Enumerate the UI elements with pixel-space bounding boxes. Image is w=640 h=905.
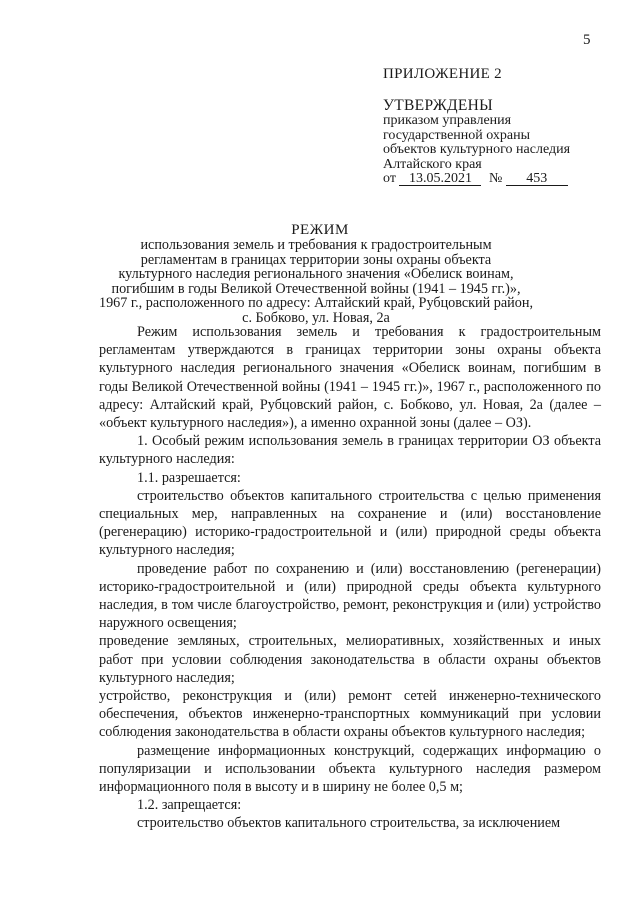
from-label: от [383,171,396,186]
list-item: строительство объектов капитального строительства, за исключением [137,815,561,832]
subsection-heading: 1.2. запрещается: [137,797,242,814]
list-item: проведение земляных, строительных, мелиоративных, хозяйственных и иных работ при условии соблюдения законодательства в области охраны объектов культурного наследия; [99,633,601,686]
intro-paragraph: Режим использования земель и требования к градостроительным регламентам утверждаются в границах территории зоны охраны объекта культурного наследия регионального значения «Обелиск воинам, погибшим в годы Великой Отечественной войны (1941 – 1945 гг.)», 1967 г., расположенного по адресу: Алтайский край, Рубцовский район, с. Бобково, ул. Новая, 2а (далее – «объект культурного наследия»), а именно охранной зоны (далее – ОЗ). [99,324,601,432]
section-heading: 1. Особый режим использования земель в границах территории ОЗ объекта культурного наследия: [99,433,601,468]
subtitle-line: регламентам в границах территории зоны охраны объекта [140,251,492,268]
subtitle-line: 1967 г., расположенного по адресу: Алтайский край, Рубцовский район, [98,295,534,312]
subsection-heading: 1.1. разрешается: [137,469,241,486]
subtitle-line: с. Бобково, ул. Новая, 2а [242,309,390,326]
approval-line: государственной охраны [383,127,531,143]
list-item: проведение работ по сохранению и (или) восстановлению (регенерации) историко-градостроительной и (или) природной среды объекта культурного наследия, в том числе благоустройство, ремонт, реконструкция и (или) устройство наружного освещения; [99,560,601,632]
approval-line: приказом управления [383,113,512,128]
page-number: 5 [583,32,591,48]
list-item: размещение информационных конструкций, содержащих информацию о популяризации и использовании объекта культурного наследия размером информационного поля в высоту и в ширину не более 0,5 м; [99,742,601,796]
approval-line: объектов культурного наследия [383,142,571,157]
subtitle-line: погибшим в годы Великой Отечественной войны (1941 – 1945 гг.)», [111,280,521,297]
list-item: строительство объектов капитального строительства с целью применения специальных мер, направленных на сохранение и (или) восстановление (регенерацию) историко-градостроительной и (или) природной среды объекта культурного наследия; [99,487,601,559]
approval-date: 13.05.2021 [399,172,481,186]
approval-line: Алтайского края [383,156,482,172]
appendix-label: ПРИЛОЖЕНИЕ 2 [383,66,502,82]
approval-title: УТВЕРЖДЕНЫ [383,97,493,114]
approval-block [383,99,570,187]
subtitle-line: культурного наследия регионального значения «Обелиск воинам, [118,266,514,283]
document-title: РЕЖИМ [291,222,349,238]
approval-number: 453 [506,172,568,186]
approval-date-line [383,172,570,187]
list-item: устройство, реконструкция и (или) ремонт сетей инженерно-технического обеспечения, объектов инженерно-транспортных коммуникаций при условии соблюдения законодательства в области охраны объектов культурного наследия; [99,688,601,741]
number-label: № [488,171,503,186]
document-body [99,323,601,833]
document-subtitle [96,238,536,326]
subtitle-line: использования земель и требования к градостроительным [140,237,492,253]
